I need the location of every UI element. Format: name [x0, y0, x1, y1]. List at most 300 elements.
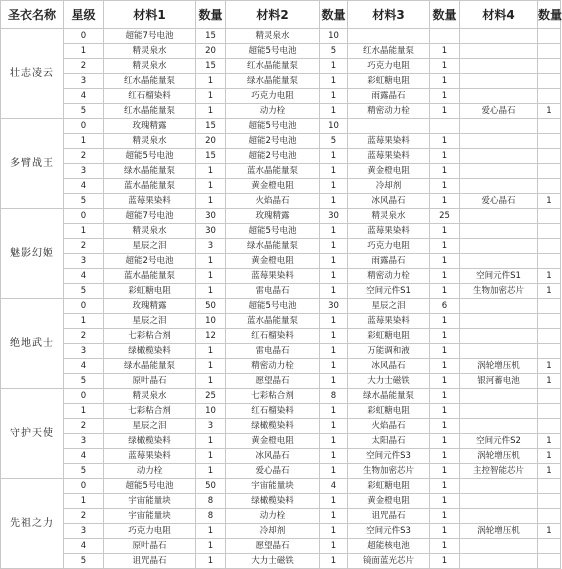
star-level-cell: 2: [64, 329, 104, 344]
quantity-4-cell: 1: [538, 524, 561, 539]
quantity-3-cell: 1: [430, 134, 460, 149]
material-3-cell: 蓝莓果染料: [348, 314, 430, 329]
material-3-cell: 空间元件S3: [348, 524, 430, 539]
material-4-cell: [460, 59, 538, 74]
material-2-cell: 愿望晶石: [226, 539, 320, 554]
quantity-4-cell: [538, 59, 561, 74]
material-4-cell: [460, 29, 538, 44]
table-row: [1, 554, 561, 569]
quantity-3-cell: 1: [430, 164, 460, 179]
material-1-cell: 红水晶能量泵: [104, 74, 196, 89]
material-2-cell: 绿水晶能量泵: [226, 239, 320, 254]
material-3-cell: 精密动力栓: [348, 269, 430, 284]
material-2-cell: 七彩粘合剂: [226, 389, 320, 404]
material-2-cell: 黄金橙电阻: [226, 179, 320, 194]
material-3-cell: 冰风晶石: [348, 359, 430, 374]
quantity-2-cell: 1: [320, 74, 348, 89]
header-star-level: 星级: [64, 1, 104, 29]
quantity-2-cell: 1: [320, 239, 348, 254]
material-1-cell: 星辰之泪: [104, 239, 196, 254]
header-costume-name: 圣衣名称: [1, 1, 64, 29]
quantity-2-cell: 1: [320, 344, 348, 359]
star-level-cell: 2: [64, 509, 104, 524]
quantity-4-cell: 1: [538, 434, 561, 449]
quantity-1-cell: 1: [196, 524, 226, 539]
material-4-cell: [460, 404, 538, 419]
material-1-cell: 宇宙能量块: [104, 494, 196, 509]
quantity-2-cell: 10: [320, 119, 348, 134]
material-1-cell: 蓝莓果染料: [104, 194, 196, 209]
quantity-4-cell: 1: [538, 359, 561, 374]
star-level-cell: 5: [64, 284, 104, 299]
quantity-3-cell: 6: [430, 299, 460, 314]
material-3-cell: 黄金橙电阻: [348, 494, 430, 509]
material-2-cell: 红水晶能量泵: [226, 59, 320, 74]
material-2-cell: 绿橄榄染料: [226, 494, 320, 509]
quantity-4-cell: 1: [538, 284, 561, 299]
material-4-cell: 涡轮增压机: [460, 359, 538, 374]
material-3-cell: 绿水晶能量泵: [348, 389, 430, 404]
quantity-1-cell: 1: [196, 194, 226, 209]
costume-name-cell: 绝地武士: [1, 299, 64, 389]
quantity-4-cell: [538, 299, 561, 314]
table-row: [1, 164, 561, 179]
quantity-1-cell: 15: [196, 59, 226, 74]
header-material-2: 材料2: [226, 1, 320, 29]
quantity-1-cell: 20: [196, 44, 226, 59]
quantity-3-cell: 1: [430, 239, 460, 254]
star-level-cell: 2: [64, 149, 104, 164]
material-1-cell: 超能2号电池: [104, 254, 196, 269]
material-3-cell: [348, 119, 430, 134]
table-row: [1, 389, 561, 404]
star-level-cell: 4: [64, 539, 104, 554]
quantity-3-cell: 1: [430, 284, 460, 299]
star-level-cell: 1: [64, 44, 104, 59]
quantity-1-cell: 30: [196, 209, 226, 224]
quantity-4-cell: [538, 344, 561, 359]
table-body: [1, 29, 561, 569]
material-2-cell: 超能5号电池: [226, 224, 320, 239]
material-1-cell: 绿橄榄染料: [104, 434, 196, 449]
table-row: [1, 539, 561, 554]
material-4-cell: [460, 509, 538, 524]
quantity-3-cell: 1: [430, 314, 460, 329]
quantity-4-cell: [538, 254, 561, 269]
quantity-1-cell: 1: [196, 89, 226, 104]
material-4-cell: [460, 149, 538, 164]
quantity-1-cell: 1: [196, 104, 226, 119]
quantity-4-cell: [538, 89, 561, 104]
quantity-2-cell: 1: [320, 434, 348, 449]
star-level-cell: 2: [64, 239, 104, 254]
material-4-cell: [460, 344, 538, 359]
table-row: [1, 374, 561, 389]
material-3-cell: [348, 29, 430, 44]
material-3-cell: 精密动力栓: [348, 104, 430, 119]
material-4-cell: [460, 419, 538, 434]
costume-name-cell: 守护天使: [1, 389, 64, 479]
material-3-cell: 生物加密芯片: [348, 464, 430, 479]
material-3-cell: 巧克力电阻: [348, 239, 430, 254]
table-row: [1, 314, 561, 329]
star-level-cell: 3: [64, 434, 104, 449]
table-row: [1, 494, 561, 509]
material-2-cell: 黄金橙电阻: [226, 434, 320, 449]
star-level-cell: 0: [64, 479, 104, 494]
material-1-cell: 精灵泉水: [104, 389, 196, 404]
material-2-cell: 火焰晶石: [226, 194, 320, 209]
quantity-1-cell: 1: [196, 359, 226, 374]
material-3-cell: 蓝莓果染料: [348, 149, 430, 164]
quantity-2-cell: 1: [320, 164, 348, 179]
header-material-1: 材料1: [104, 1, 196, 29]
material-3-cell: 彩虹糖电阻: [348, 479, 430, 494]
header-quantity-2: 数量: [320, 1, 348, 29]
material-3-cell: 彩虹糖电阻: [348, 329, 430, 344]
star-level-cell: 0: [64, 29, 104, 44]
quantity-1-cell: 1: [196, 554, 226, 569]
material-3-cell: 红水晶能量泵: [348, 44, 430, 59]
table-row: [1, 149, 561, 164]
quantity-4-cell: [538, 479, 561, 494]
table-row: [1, 434, 561, 449]
star-level-cell: 3: [64, 74, 104, 89]
quantity-2-cell: 1: [320, 524, 348, 539]
quantity-3-cell: 1: [430, 464, 460, 479]
quantity-2-cell: 1: [320, 269, 348, 284]
table-row: [1, 89, 561, 104]
material-1-cell: 蓝莓果染料: [104, 449, 196, 464]
star-level-cell: 0: [64, 119, 104, 134]
material-4-cell: 涡轮增压机: [460, 524, 538, 539]
quantity-2-cell: 1: [320, 314, 348, 329]
quantity-3-cell: [430, 119, 460, 134]
material-3-cell: 太阳晶石: [348, 434, 430, 449]
quantity-3-cell: 1: [430, 479, 460, 494]
quantity-4-cell: [538, 74, 561, 89]
star-level-cell: 2: [64, 419, 104, 434]
quantity-2-cell: 1: [320, 554, 348, 569]
material-4-cell: [460, 329, 538, 344]
material-4-cell: [460, 119, 538, 134]
material-1-cell: 星辰之泪: [104, 419, 196, 434]
quantity-2-cell: 30: [320, 209, 348, 224]
material-3-cell: 冰风晶石: [348, 194, 430, 209]
quantity-3-cell: 25: [430, 209, 460, 224]
quantity-3-cell: 1: [430, 449, 460, 464]
quantity-4-cell: [538, 539, 561, 554]
quantity-3-cell: 1: [430, 254, 460, 269]
material-4-cell: 银河蓄电池: [460, 374, 538, 389]
material-1-cell: 精灵泉水: [104, 224, 196, 239]
quantity-3-cell: [430, 29, 460, 44]
quantity-1-cell: 1: [196, 434, 226, 449]
material-1-cell: 超能7号电池: [104, 209, 196, 224]
quantity-3-cell: 1: [430, 539, 460, 554]
material-3-cell: 星辰之泪: [348, 299, 430, 314]
quantity-1-cell: 30: [196, 224, 226, 239]
quantity-2-cell: 1: [320, 449, 348, 464]
material-3-cell: 蓝莓果染料: [348, 224, 430, 239]
material-3-cell: 彩虹糖电阻: [348, 404, 430, 419]
quantity-1-cell: 20: [196, 134, 226, 149]
quantity-2-cell: 1: [320, 494, 348, 509]
table-row: [1, 29, 561, 44]
quantity-1-cell: 50: [196, 479, 226, 494]
quantity-2-cell: 1: [320, 329, 348, 344]
table-row: [1, 209, 561, 224]
material-2-cell: 爱心晶石: [226, 464, 320, 479]
material-2-cell: 绿水晶能量泵: [226, 74, 320, 89]
quantity-1-cell: 1: [196, 254, 226, 269]
star-level-cell: 1: [64, 494, 104, 509]
material-4-cell: [460, 314, 538, 329]
costume-name-cell: 先祖之力: [1, 479, 64, 569]
material-2-cell: 超能5号电池: [226, 44, 320, 59]
material-1-cell: 红水晶能量泵: [104, 104, 196, 119]
table-row: [1, 419, 561, 434]
header-quantity-1: 数量: [196, 1, 226, 29]
quantity-3-cell: 1: [430, 374, 460, 389]
quantity-2-cell: 1: [320, 254, 348, 269]
material-4-cell: 生物加密芯片: [460, 284, 538, 299]
material-3-cell: 万能调和液: [348, 344, 430, 359]
table-row: [1, 74, 561, 89]
quantity-2-cell: 1: [320, 179, 348, 194]
table-row: [1, 449, 561, 464]
material-2-cell: 超能2号电池: [226, 134, 320, 149]
quantity-3-cell: 1: [430, 59, 460, 74]
star-level-cell: 5: [64, 554, 104, 569]
material-1-cell: 超能5号电池: [104, 149, 196, 164]
material-3-cell: 大力士磁铁: [348, 374, 430, 389]
quantity-1-cell: 1: [196, 344, 226, 359]
material-4-cell: [460, 299, 538, 314]
material-1-cell: 红石榴染料: [104, 89, 196, 104]
quantity-1-cell: 12: [196, 329, 226, 344]
quantity-1-cell: 3: [196, 419, 226, 434]
material-1-cell: 绿水晶能量泵: [104, 359, 196, 374]
quantity-1-cell: 1: [196, 269, 226, 284]
material-3-cell: 诅咒晶石: [348, 509, 430, 524]
material-4-cell: [460, 179, 538, 194]
header-quantity-4: 数量: [538, 1, 561, 29]
material-3-cell: 火焰晶石: [348, 419, 430, 434]
quantity-4-cell: [538, 134, 561, 149]
table-row: [1, 44, 561, 59]
quantity-4-cell: [538, 419, 561, 434]
quantity-1-cell: 8: [196, 494, 226, 509]
table-row: [1, 329, 561, 344]
material-1-cell: 蓝水晶能量泵: [104, 269, 196, 284]
material-2-cell: 动力栓: [226, 509, 320, 524]
quantity-3-cell: 1: [430, 269, 460, 284]
quantity-1-cell: 10: [196, 404, 226, 419]
quantity-1-cell: 15: [196, 119, 226, 134]
quantity-1-cell: 3: [196, 239, 226, 254]
quantity-4-cell: [538, 554, 561, 569]
quantity-3-cell: 1: [430, 74, 460, 89]
quantity-2-cell: 1: [320, 359, 348, 374]
quantity-2-cell: 30: [320, 299, 348, 314]
table-row: [1, 509, 561, 524]
star-level-cell: 5: [64, 464, 104, 479]
quantity-3-cell: 1: [430, 419, 460, 434]
quantity-4-cell: [538, 314, 561, 329]
material-2-cell: 精灵泉水: [226, 29, 320, 44]
material-4-cell: [460, 479, 538, 494]
star-level-cell: 0: [64, 389, 104, 404]
material-1-cell: 玫瑰精露: [104, 299, 196, 314]
material-1-cell: 巧克力电阻: [104, 524, 196, 539]
quantity-4-cell: [538, 179, 561, 194]
star-level-cell: 0: [64, 209, 104, 224]
quantity-2-cell: 8: [320, 389, 348, 404]
material-4-cell: [460, 164, 538, 179]
quantity-1-cell: 1: [196, 74, 226, 89]
material-4-cell: [460, 209, 538, 224]
quantity-1-cell: 10: [196, 314, 226, 329]
header-material-3: 材料3: [348, 1, 430, 29]
quantity-1-cell: 50: [196, 299, 226, 314]
quantity-3-cell: 1: [430, 104, 460, 119]
quantity-1-cell: 1: [196, 374, 226, 389]
material-2-cell: 超能2号电池: [226, 149, 320, 164]
quantity-2-cell: 5: [320, 44, 348, 59]
material-2-cell: 蓝莓果染料: [226, 269, 320, 284]
material-3-cell: 彩虹糖电阻: [348, 74, 430, 89]
quantity-2-cell: 4: [320, 479, 348, 494]
material-3-cell: 空间元件S3: [348, 449, 430, 464]
material-2-cell: 蓝水晶能量泵: [226, 314, 320, 329]
material-1-cell: 动力栓: [104, 464, 196, 479]
star-level-cell: 4: [64, 449, 104, 464]
material-2-cell: 玫瑰精露: [226, 209, 320, 224]
material-2-cell: 冰风晶石: [226, 449, 320, 464]
quantity-3-cell: 1: [430, 149, 460, 164]
star-level-cell: 3: [64, 344, 104, 359]
quantity-2-cell: 10: [320, 29, 348, 44]
costume-name-cell: 魅影幻姬: [1, 209, 64, 299]
material-4-cell: [460, 44, 538, 59]
star-level-cell: 1: [64, 224, 104, 239]
table-row: [1, 359, 561, 374]
material-2-cell: 冷却剂: [226, 524, 320, 539]
material-1-cell: 玫瑰精露: [104, 119, 196, 134]
quantity-1-cell: 1: [196, 539, 226, 554]
quantity-4-cell: 1: [538, 374, 561, 389]
quantity-4-cell: [538, 224, 561, 239]
material-1-cell: 蓝水晶能量泵: [104, 179, 196, 194]
quantity-2-cell: 1: [320, 194, 348, 209]
star-level-cell: 3: [64, 164, 104, 179]
material-1-cell: 彩虹糖电阻: [104, 284, 196, 299]
material-3-cell: 蓝莓果染料: [348, 134, 430, 149]
material-4-cell: 空间元件S2: [460, 434, 538, 449]
star-level-cell: 4: [64, 89, 104, 104]
material-4-cell: [460, 239, 538, 254]
quantity-3-cell: 1: [430, 524, 460, 539]
material-1-cell: 精灵泉水: [104, 59, 196, 74]
material-1-cell: 诅咒晶石: [104, 554, 196, 569]
material-4-cell: [460, 254, 538, 269]
table-row: [1, 179, 561, 194]
material-1-cell: 星辰之泪: [104, 314, 196, 329]
material-3-cell: 空间元件S1: [348, 284, 430, 299]
header-row: [1, 1, 561, 29]
material-1-cell: 七彩粘合剂: [104, 404, 196, 419]
material-1-cell: 精灵泉水: [104, 134, 196, 149]
quantity-4-cell: 1: [538, 449, 561, 464]
table-row: [1, 134, 561, 149]
quantity-3-cell: 1: [430, 359, 460, 374]
quantity-3-cell: 1: [430, 344, 460, 359]
star-level-cell: 1: [64, 314, 104, 329]
quantity-4-cell: [538, 494, 561, 509]
material-3-cell: 镜面蓝光芯片: [348, 554, 430, 569]
star-level-cell: 2: [64, 59, 104, 74]
quantity-2-cell: 1: [320, 149, 348, 164]
quantity-1-cell: 25: [196, 389, 226, 404]
quantity-3-cell: 1: [430, 494, 460, 509]
quantity-2-cell: 1: [320, 89, 348, 104]
quantity-4-cell: 1: [538, 104, 561, 119]
table-row: [1, 299, 561, 314]
material-2-cell: 绿橄榄染料: [226, 419, 320, 434]
quantity-3-cell: 1: [430, 554, 460, 569]
material-3-cell: 超能核电池: [348, 539, 430, 554]
table-row: [1, 194, 561, 209]
material-2-cell: 红石榴染料: [226, 404, 320, 419]
star-level-cell: 1: [64, 134, 104, 149]
star-level-cell: 3: [64, 524, 104, 539]
material-1-cell: 精灵泉水: [104, 44, 196, 59]
quantity-3-cell: 1: [430, 89, 460, 104]
quantity-2-cell: 1: [320, 404, 348, 419]
material-3-cell: 雨露晶石: [348, 89, 430, 104]
table-row: [1, 239, 561, 254]
quantity-4-cell: 1: [538, 464, 561, 479]
material-4-cell: [460, 554, 538, 569]
star-level-cell: 0: [64, 299, 104, 314]
quantity-2-cell: 1: [320, 224, 348, 239]
star-level-cell: 4: [64, 359, 104, 374]
material-4-cell: [460, 539, 538, 554]
material-1-cell: 绿水晶能量泵: [104, 164, 196, 179]
material-1-cell: 原叶晶石: [104, 374, 196, 389]
quantity-3-cell: 1: [430, 509, 460, 524]
material-3-cell: 冷却剂: [348, 179, 430, 194]
quantity-4-cell: [538, 29, 561, 44]
table-row: [1, 254, 561, 269]
material-4-cell: 主控智能芯片: [460, 464, 538, 479]
quantity-4-cell: [538, 119, 561, 134]
quantity-3-cell: 1: [430, 329, 460, 344]
quantity-2-cell: 1: [320, 509, 348, 524]
material-1-cell: 七彩粘合剂: [104, 329, 196, 344]
table-row: [1, 224, 561, 239]
material-4-cell: 爱心晶石: [460, 104, 538, 119]
quantity-4-cell: [538, 209, 561, 224]
costume-name-cell: 多臂战王: [1, 119, 64, 209]
header-material-4: 材料4: [460, 1, 538, 29]
quantity-1-cell: 1: [196, 284, 226, 299]
quantity-2-cell: 1: [320, 419, 348, 434]
table-header: [1, 1, 561, 29]
material-3-cell: 雨露晶石: [348, 254, 430, 269]
star-level-cell: 5: [64, 194, 104, 209]
